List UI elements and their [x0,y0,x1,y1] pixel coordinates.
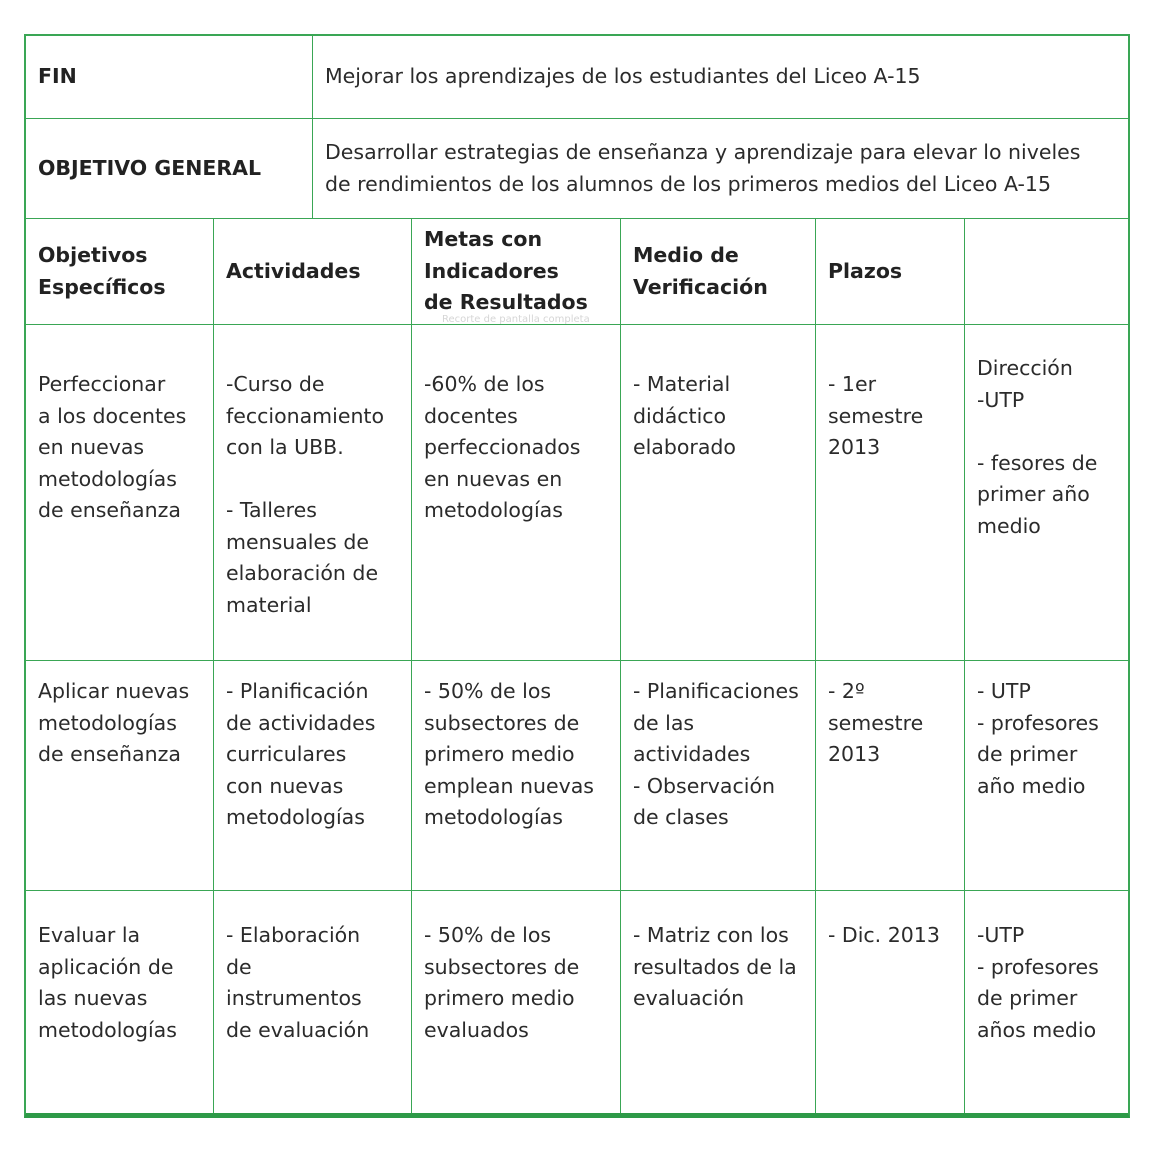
row2-plazos: - 2º semestre 2013 [828,679,924,766]
row1-plazos: - 1er semestre 2013 [828,372,924,459]
row3-plazos: - Dic. 2013 [828,923,940,947]
row3-metas: - 50% de los subsectores de primero medio evaluados [424,923,580,1042]
fin-label: FIN [38,64,77,89]
header-metas-indicadores: Metas con Indicadores de Resultados [424,227,588,315]
row1-metas: -60% de los docentes perfeccionados en nuevas en metodologías [424,372,581,522]
screenshot-watermark: Recorte de pantalla completa [442,314,590,325]
row2-metas: - 50% de los subsectores de primero medio emplean nuevas metodologías [424,679,594,829]
row1-responsables: Dirección -UTP - fesores de primer año medio [977,356,1098,538]
row2-objetivo: Aplicar nuevas metodologías de enseñanza [38,679,190,766]
header-responsables [965,219,1128,324]
col-divider-4 [815,218,816,1113]
row3-responsables: -UTP - profesores de primer años medio [977,923,1099,1042]
row1-actividades: -Curso de feccionamiento con la UBB. - Talleres mensuales de elaboración de material [226,372,385,617]
objetivo-general-text: Desarrollar estrategias de enseñanza y aprendizaje para elevar lo niveles de rendimientos de los alumnos de los primeros medios del Liceo A-15 [325,140,1081,196]
fin-text: Mejorar los aprendizajes de los estudiantes del Liceo A-15 [325,64,921,89]
row1-medio: - Material didáctico elaborado [633,372,736,459]
row1-objetivo: Perfeccionar a los docentes en nuevas metodologías de enseñanza [38,372,187,522]
row3-actividades: - Elaboración de instrumentos de evaluación [226,923,370,1042]
header-medio-verificacion: Medio de Verificación [633,243,768,299]
row2-responsables: - UTP - profesores de primer año medio [977,679,1099,798]
header-objetivos-especificos: Objetivos Específicos [38,243,166,299]
row3-objetivo: Evaluar la aplicación de las nuevas metodologías [38,923,177,1042]
row2-medio: - Planificaciones de las actividades - Observación de clases [633,679,799,829]
row2-actividades: - Planificación de actividades curriculares con nuevas metodologías [226,679,376,829]
header-actividades: Actividades [226,258,361,283]
header-plazos: Plazos [828,258,903,283]
row3-medio: - Matriz con los resultados de la evaluación [633,923,797,1010]
objetivo-general-label: OBJETIVO GENERAL [38,155,262,180]
